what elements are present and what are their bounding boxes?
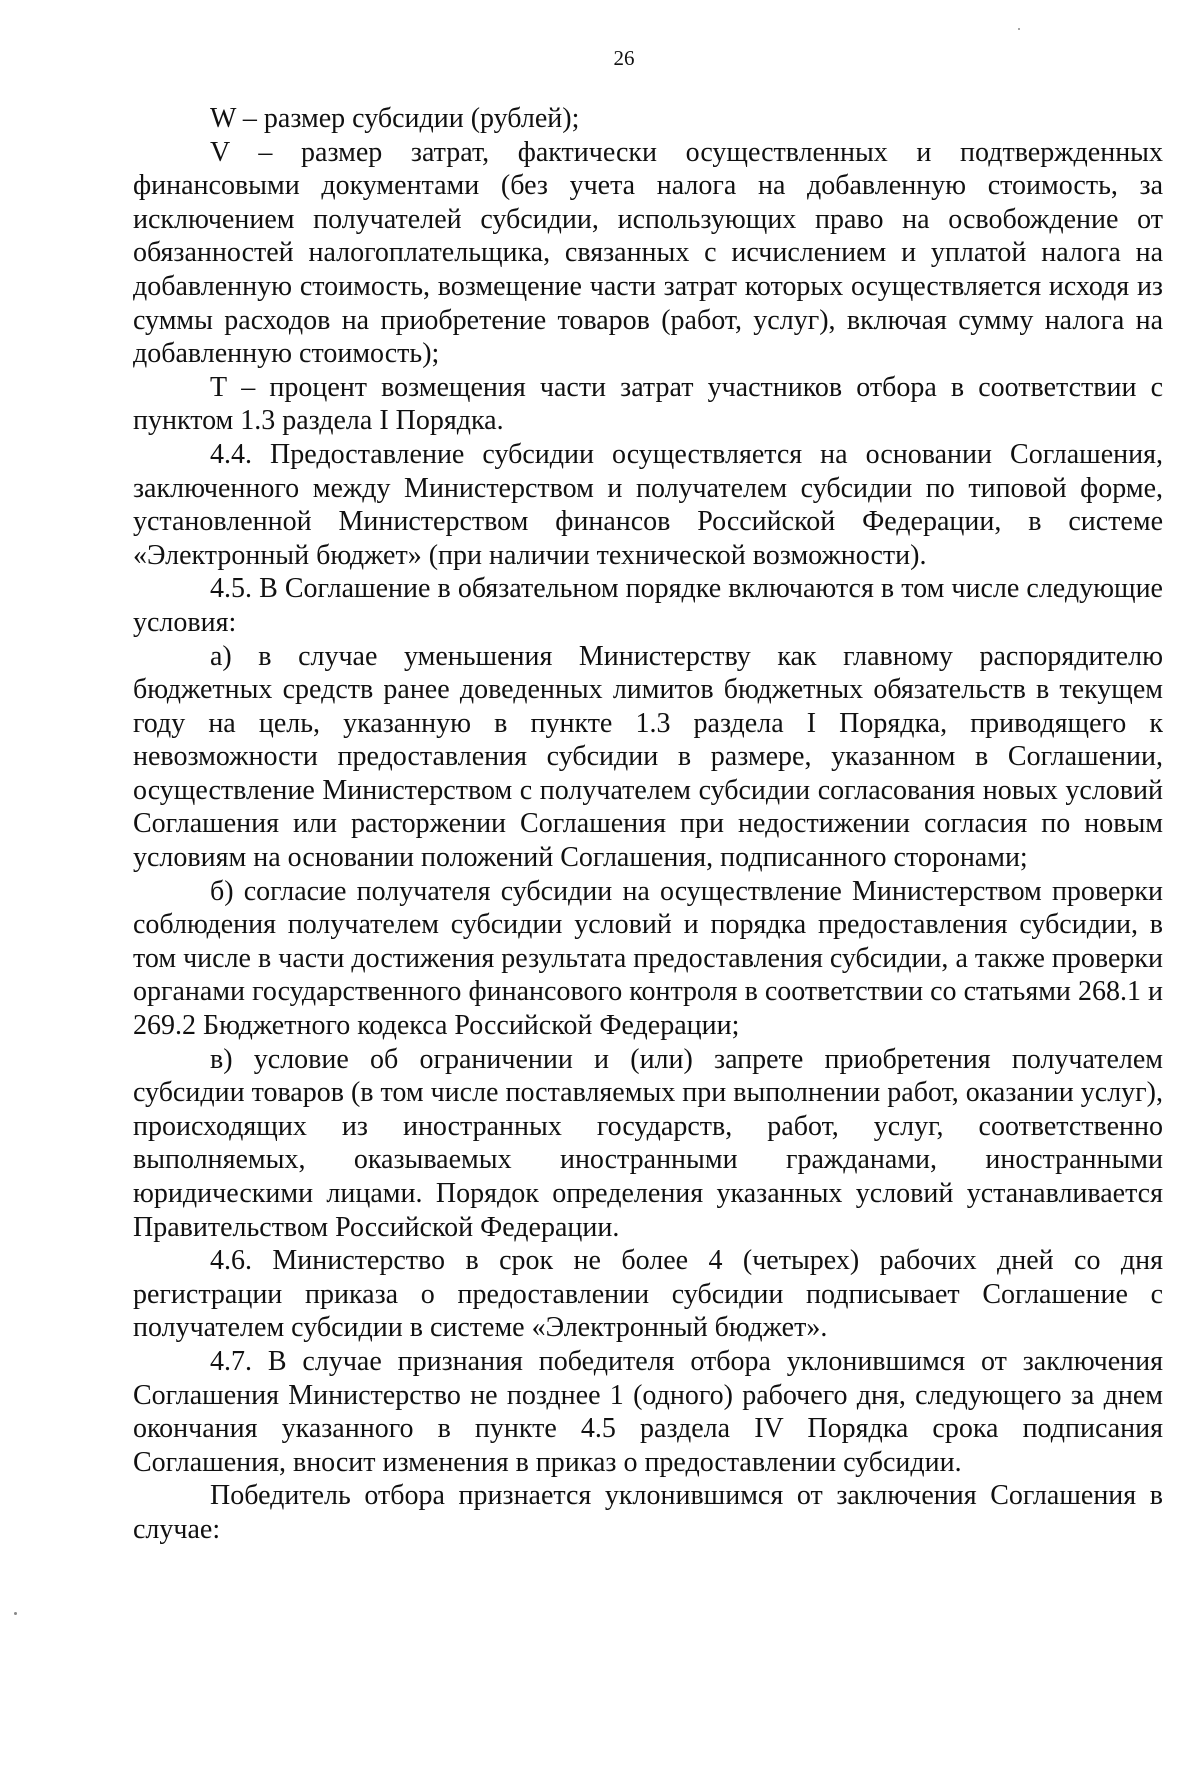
paragraph-clause-4-5-b: б) согласие получателя субсидии на осуществление Министерством проверки соблюдения получателем субсидии условий и порядка предоставления субсидии, в том числе в части достижения результата предоставления субсидии, а также проверки органами государственного финансового контроля в соответствии со статьями 268.1 и 269.2 Бюджетного кодекса Российской Федерации;	[133, 875, 1163, 1042]
scan-speck	[1018, 28, 1020, 30]
paragraph-evasion-cases: Победитель отбора признается уклонившимся от заключения Соглашения в случае:	[133, 1480, 1163, 1545]
paragraph-clause-4-6: 4.6. Министерство в срок не более 4 (четырех) рабочих дней со дня регистрации приказа о предоставлении субсидии подписывает Соглашение с получателем субсидии в системе «Электронный бюджет».	[133, 1245, 1163, 1344]
document-body	[133, 102, 1163, 1547]
paragraph-clause-4-4: 4.4. Предоставление субсидии осуществляется на основании Соглашения, заключенного между Министерством и получателем субсидии по типовой форме, установленной Министерством финансов Российской Федерации, в системе «Электронный бюджет» (при наличии технической возможности).	[133, 438, 1163, 571]
paragraph-w-definition: W – размер субсидии (рублей);	[210, 103, 580, 134]
paragraph-clause-4-5: 4.5. В Соглашение в обязательном порядке включаются в том числе следующие условия:	[133, 573, 1163, 638]
paragraph-v-definition: V – размер затрат, фактически осуществленных и подтвержденных финансовыми документами (без учета налога на добавленную стоимость, за исключением получателей субсидии, использующих право на освобождение от обязанностей налогоплательщика, связанных с исчислением и уплатой налога на добавленную стоимость, возмещение части затрат которых осуществляется исходя из суммы расходов на приобретение товаров (работ, услуг), включая сумму налога на добавленную стоимость);	[133, 136, 1163, 370]
page-number: 26	[613, 46, 635, 70]
paragraph-clause-4-5-v: в) условие об ограничении и (или) запрете приобретения получателем субсидии товаров (в том числе поставляемых при выполнении работ, оказании услуг), происходящих из иностранных государств, работ, услуг, соответственно выполняемых, оказываемых иностранными гражданами, иностранными юридическими лицами. Порядок определения указанных условий устанавливается Правительством Российской Федерации.	[133, 1043, 1163, 1243]
scan-speck	[14, 1612, 17, 1615]
paragraph-t-definition: Т – процент возмещения части затрат участников отбора в соответствии с пунктом 1.3 раздела I Порядка.	[133, 371, 1163, 437]
paragraph-clause-4-7: 4.7. В случае признания победителя отбора уклонившимся от заключения Соглашения Министерство не позднее 1 (одного) рабочего дня, следующего за днем окончания указанного в пункте 4.5 раздела IV Порядка срока подписания Соглашения, вносит изменения в приказ о предоставлении субсидии.	[133, 1345, 1163, 1478]
paragraph-clause-4-5-a: а) в случае уменьшения Министерству как главному распорядителю бюджетных средств ранее доведенных лимитов бюджетных обязательств в текущем году на цель, указанную в пункте 1.3 раздела I Порядка, приводящего к невозможности предоставления субсидии в размере, указанном в Соглашении, осуществление Министерством с получателем субсидии согласования новых условий Соглашения или расторжении Соглашения при недостижении согласия по новым условиям на основании положений Соглашения, подписанного сторонами;	[133, 640, 1163, 874]
